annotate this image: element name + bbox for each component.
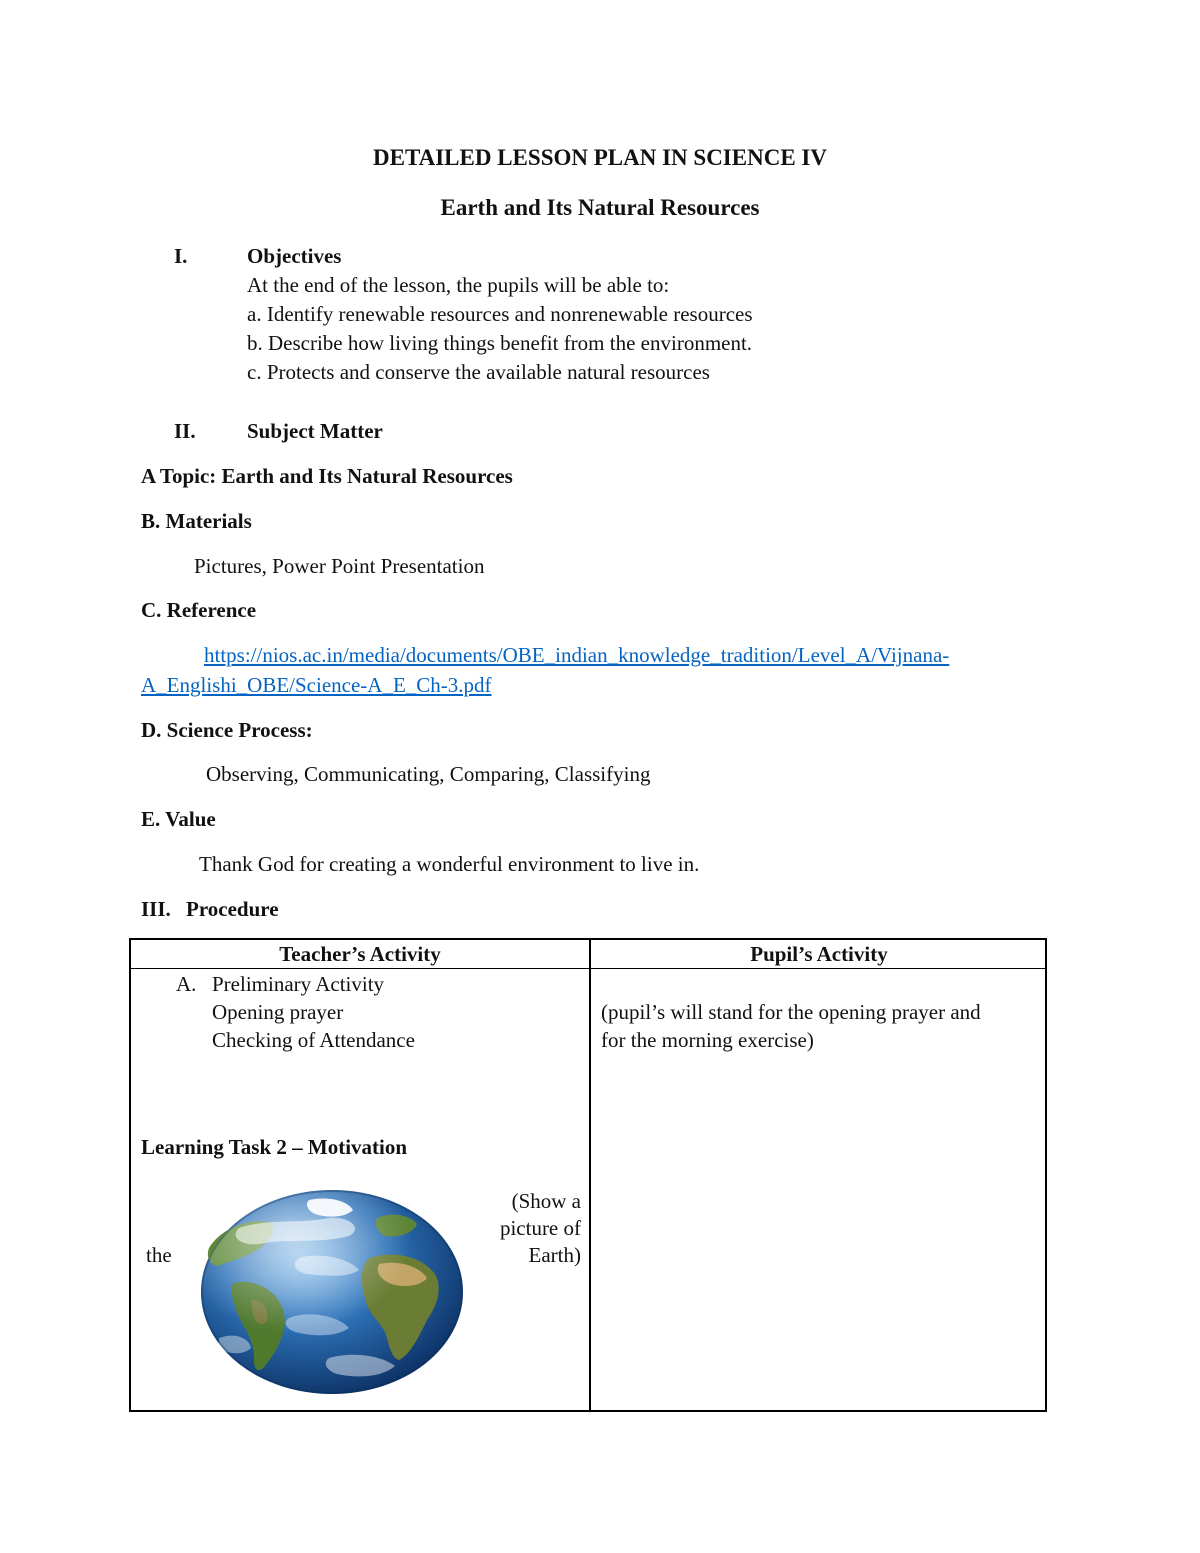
pupil-response-line-1: (pupil’s will stand for the opening prayer and [601, 1000, 981, 1024]
materials-label: B. Materials [141, 509, 252, 533]
objectives-number: I. [174, 244, 188, 268]
pupil-activity-header: Pupil’s Activity [750, 942, 888, 966]
earth-caption-line-3: Earth) [528, 1243, 581, 1267]
earth-picture [199, 1188, 465, 1396]
prelim-item-opening-prayer: Opening prayer [212, 1000, 344, 1024]
subject-matter-number: II. [174, 419, 196, 443]
science-process-value: Observing, Communicating, Comparing, Classifying [206, 762, 651, 786]
objectives-intro: At the end of the lesson, the pupils will be able to: [247, 273, 670, 297]
prelim-marker: A. [176, 972, 197, 996]
pupil-response-line-2: for the morning exercise) [601, 1028, 814, 1052]
objective-item-a: a. Identify renewable resources and nonrenewable resources [247, 302, 753, 326]
subject-matter-heading: Subject Matter [247, 419, 383, 443]
prelim-item-attendance: Checking of Attendance [212, 1028, 415, 1052]
document-title: DETAILED LESSON PLAN IN SCIENCE IV [373, 145, 827, 170]
materials-value: Pictures, Power Point Presentation [194, 554, 485, 578]
earth-caption-left: the [146, 1243, 172, 1267]
learning-task-title: Learning Task 2 – Motivation [141, 1135, 408, 1159]
table-header-divider [131, 968, 1045, 969]
prelim-title: Preliminary Activity [212, 972, 385, 996]
topic-label: A Topic: [141, 464, 217, 488]
value-text: Thank God for creating a wonderful environment to live in. [199, 852, 700, 876]
procedure-heading: Procedure [186, 897, 279, 921]
reference-label: C. Reference [141, 598, 257, 622]
topic-line [141, 464, 513, 489]
objective-item-c: c. Protects and conserve the available natural resources [247, 360, 710, 384]
topic-value: Earth and Its Natural Resources [221, 464, 513, 488]
earth-caption-right [477, 1188, 581, 1269]
procedure-table [129, 938, 1047, 1412]
reference-link-line-2[interactable]: A_Englishi_OBE/Science-A_E_Ch-3.pdf [141, 673, 492, 697]
document-subtitle: Earth and Its Natural Resources [440, 195, 760, 220]
table-column-divider [589, 940, 591, 1410]
teacher-activity-header: Teacher’s Activity [279, 942, 441, 966]
procedure-number: III. [141, 897, 171, 921]
earth-globe-image [199, 1188, 465, 1396]
reference-link-line-1[interactable]: https://nios.ac.in/media/documents/OBE_indian_knowledge_tradition/Level_A/Vijnana- [204, 643, 950, 667]
science-process-label: D. Science Process: [141, 718, 313, 742]
earth-caption-line-1: (Show a [511, 1189, 581, 1213]
objective-item-b: b. Describe how living things benefit from the environment. [247, 331, 753, 355]
earth-caption-line-2: picture of [499, 1216, 581, 1240]
value-label: E. Value [141, 807, 216, 831]
objectives-heading: Objectives [247, 244, 342, 268]
